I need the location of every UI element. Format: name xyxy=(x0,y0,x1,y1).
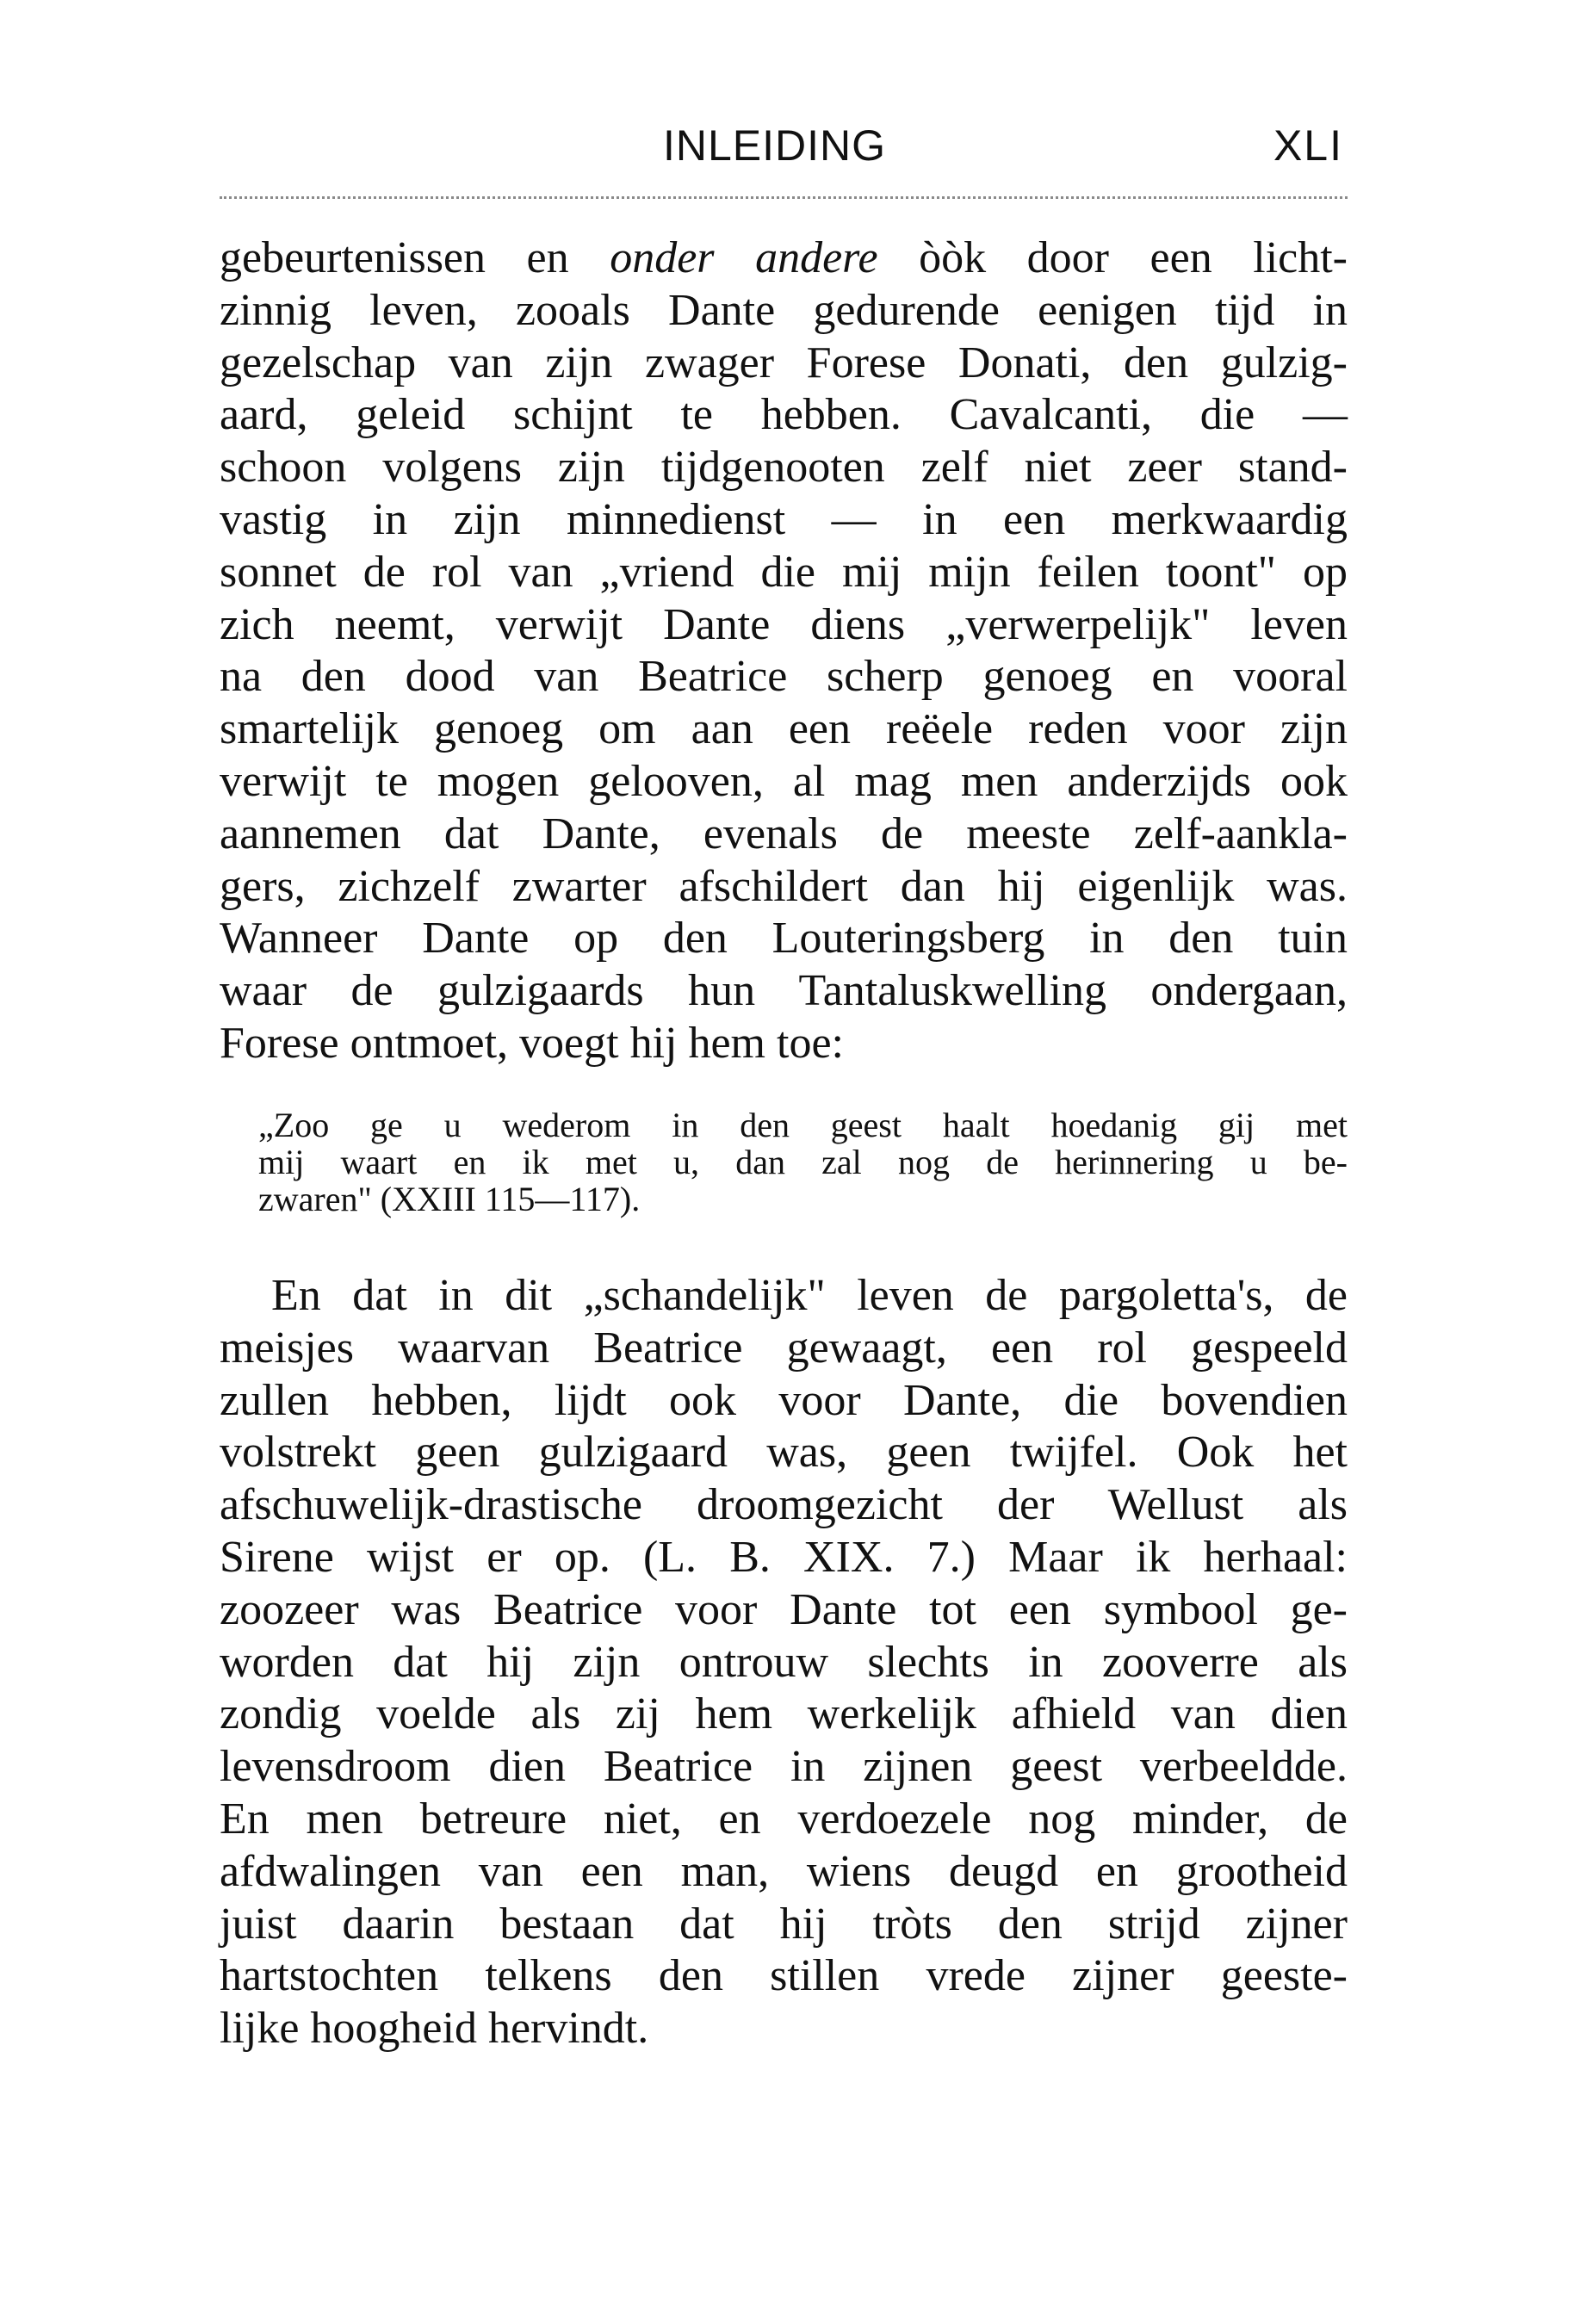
text-line: levensdroom dien Beatrice in zijnen geest verbeeldde. xyxy=(220,1742,1348,1792)
text-line: na den dood van Beatrice scherp genoeg en vooral xyxy=(220,652,1348,702)
text-line: En men betreure niet, en verdoezele nog minder, de xyxy=(220,1794,1348,1844)
text-line: vastig in zijn minnedienst — in een merkwaardig xyxy=(220,494,1348,544)
text-line: worden dat hij zijn ontrouw slechts in zooverre als xyxy=(220,1637,1348,1687)
quote-line: „Zoo ge u wederom in den geest haalt hoedanig gij met xyxy=(258,1106,1348,1144)
text-line: sonnet de rol van „vriend die mij mijn feilen toont" op xyxy=(220,547,1348,597)
text-line: zullen hebben, lijdt ook voor Dante, die bovendien xyxy=(220,1375,1348,1425)
text-line xyxy=(220,232,1348,285)
text-line: afdwalingen van een man, wiens deugd en grootheid xyxy=(220,1846,1348,1896)
text-line: Wanneer Dante op den Louteringsberg in den tuin xyxy=(220,914,1348,964)
quote-line: mij waart en ik met u, dan zal nog de herinnering u be- xyxy=(258,1143,1348,1181)
text-line: schoon volgens zijn tijdgenooten zelf niet zeer stand- xyxy=(220,443,1348,493)
text-line: zondig voelde als zij hem werkelijk afhield van dien xyxy=(220,1689,1348,1739)
text-line: gezelschap van zijn zwager Forese Donati, den gulzig- xyxy=(220,338,1348,387)
text-line: lijke hoogheid hervindt. xyxy=(220,2004,649,2054)
text-line: Sirene wijst er op. (L. B. XIX. 7.) Maar ik herhaal: xyxy=(220,1532,1348,1582)
running-header xyxy=(224,121,1350,189)
paragraph-2 xyxy=(220,1270,1348,2055)
emphasized-text: onder andere xyxy=(610,233,878,282)
text-line: afschuwelijk-drastische droomgezicht der Wellust als xyxy=(220,1480,1348,1530)
text-line: Forese ontmoet, voegt hij hem toe: xyxy=(220,1018,844,1068)
text-line: zoozeer was Beatrice voor Dante tot een symbool ge- xyxy=(220,1584,1348,1634)
paragraph-1 xyxy=(220,232,1348,1070)
text-line: juist daarin bestaan dat hij tròts den strijd zijner xyxy=(220,1899,1348,1949)
block-quotation xyxy=(258,1106,1348,1218)
text-line: waar de gulzigaards hun Tantaluskwelling ondergaan, xyxy=(220,966,1348,1016)
line-text: gebeurtenissen en xyxy=(220,233,610,282)
text-line: En dat in dit „schandelijk" leven de pargoletta's, de xyxy=(271,1271,1348,1320)
text-line: smartelijk genoeg om aan een reëele reden voor zijn xyxy=(220,704,1348,754)
text-line: zinnig leven, zooals Dante gedurende eenigen tijd in xyxy=(220,285,1348,335)
text-line: meisjes waarvan Beatrice gewaagt, een rol gespeeld xyxy=(220,1323,1348,1373)
text-line: aard, geleid schijnt te hebben. Cavalcanti, die — xyxy=(220,390,1348,440)
quote-line: zwaren" (XXIII 115—117). xyxy=(258,1180,641,1218)
running-title: INLEIDING xyxy=(663,121,887,170)
page-number: XLI xyxy=(1273,121,1343,170)
text-line: volstrekt geen gulzigaard was, geen twijfel. Ook het xyxy=(220,1428,1348,1478)
text-line: verwijt te mogen gelooven, al mag men anderzijds ook xyxy=(220,756,1348,806)
text-line: aannemen dat Dante, evenals de meeste zelf-aankla- xyxy=(220,809,1348,858)
header-rule xyxy=(220,196,1348,199)
text-line: gers, zichzelf zwarter afschildert dan hij eigenlijk was. xyxy=(220,861,1348,911)
line-text: òòk door een licht- xyxy=(877,233,1348,282)
text-line: hartstochten telkens den stillen vrede zijner geeste- xyxy=(220,1951,1348,2001)
text-line: zich neemt, verwijt Dante diens „verwerpelijk" leven xyxy=(220,599,1348,649)
